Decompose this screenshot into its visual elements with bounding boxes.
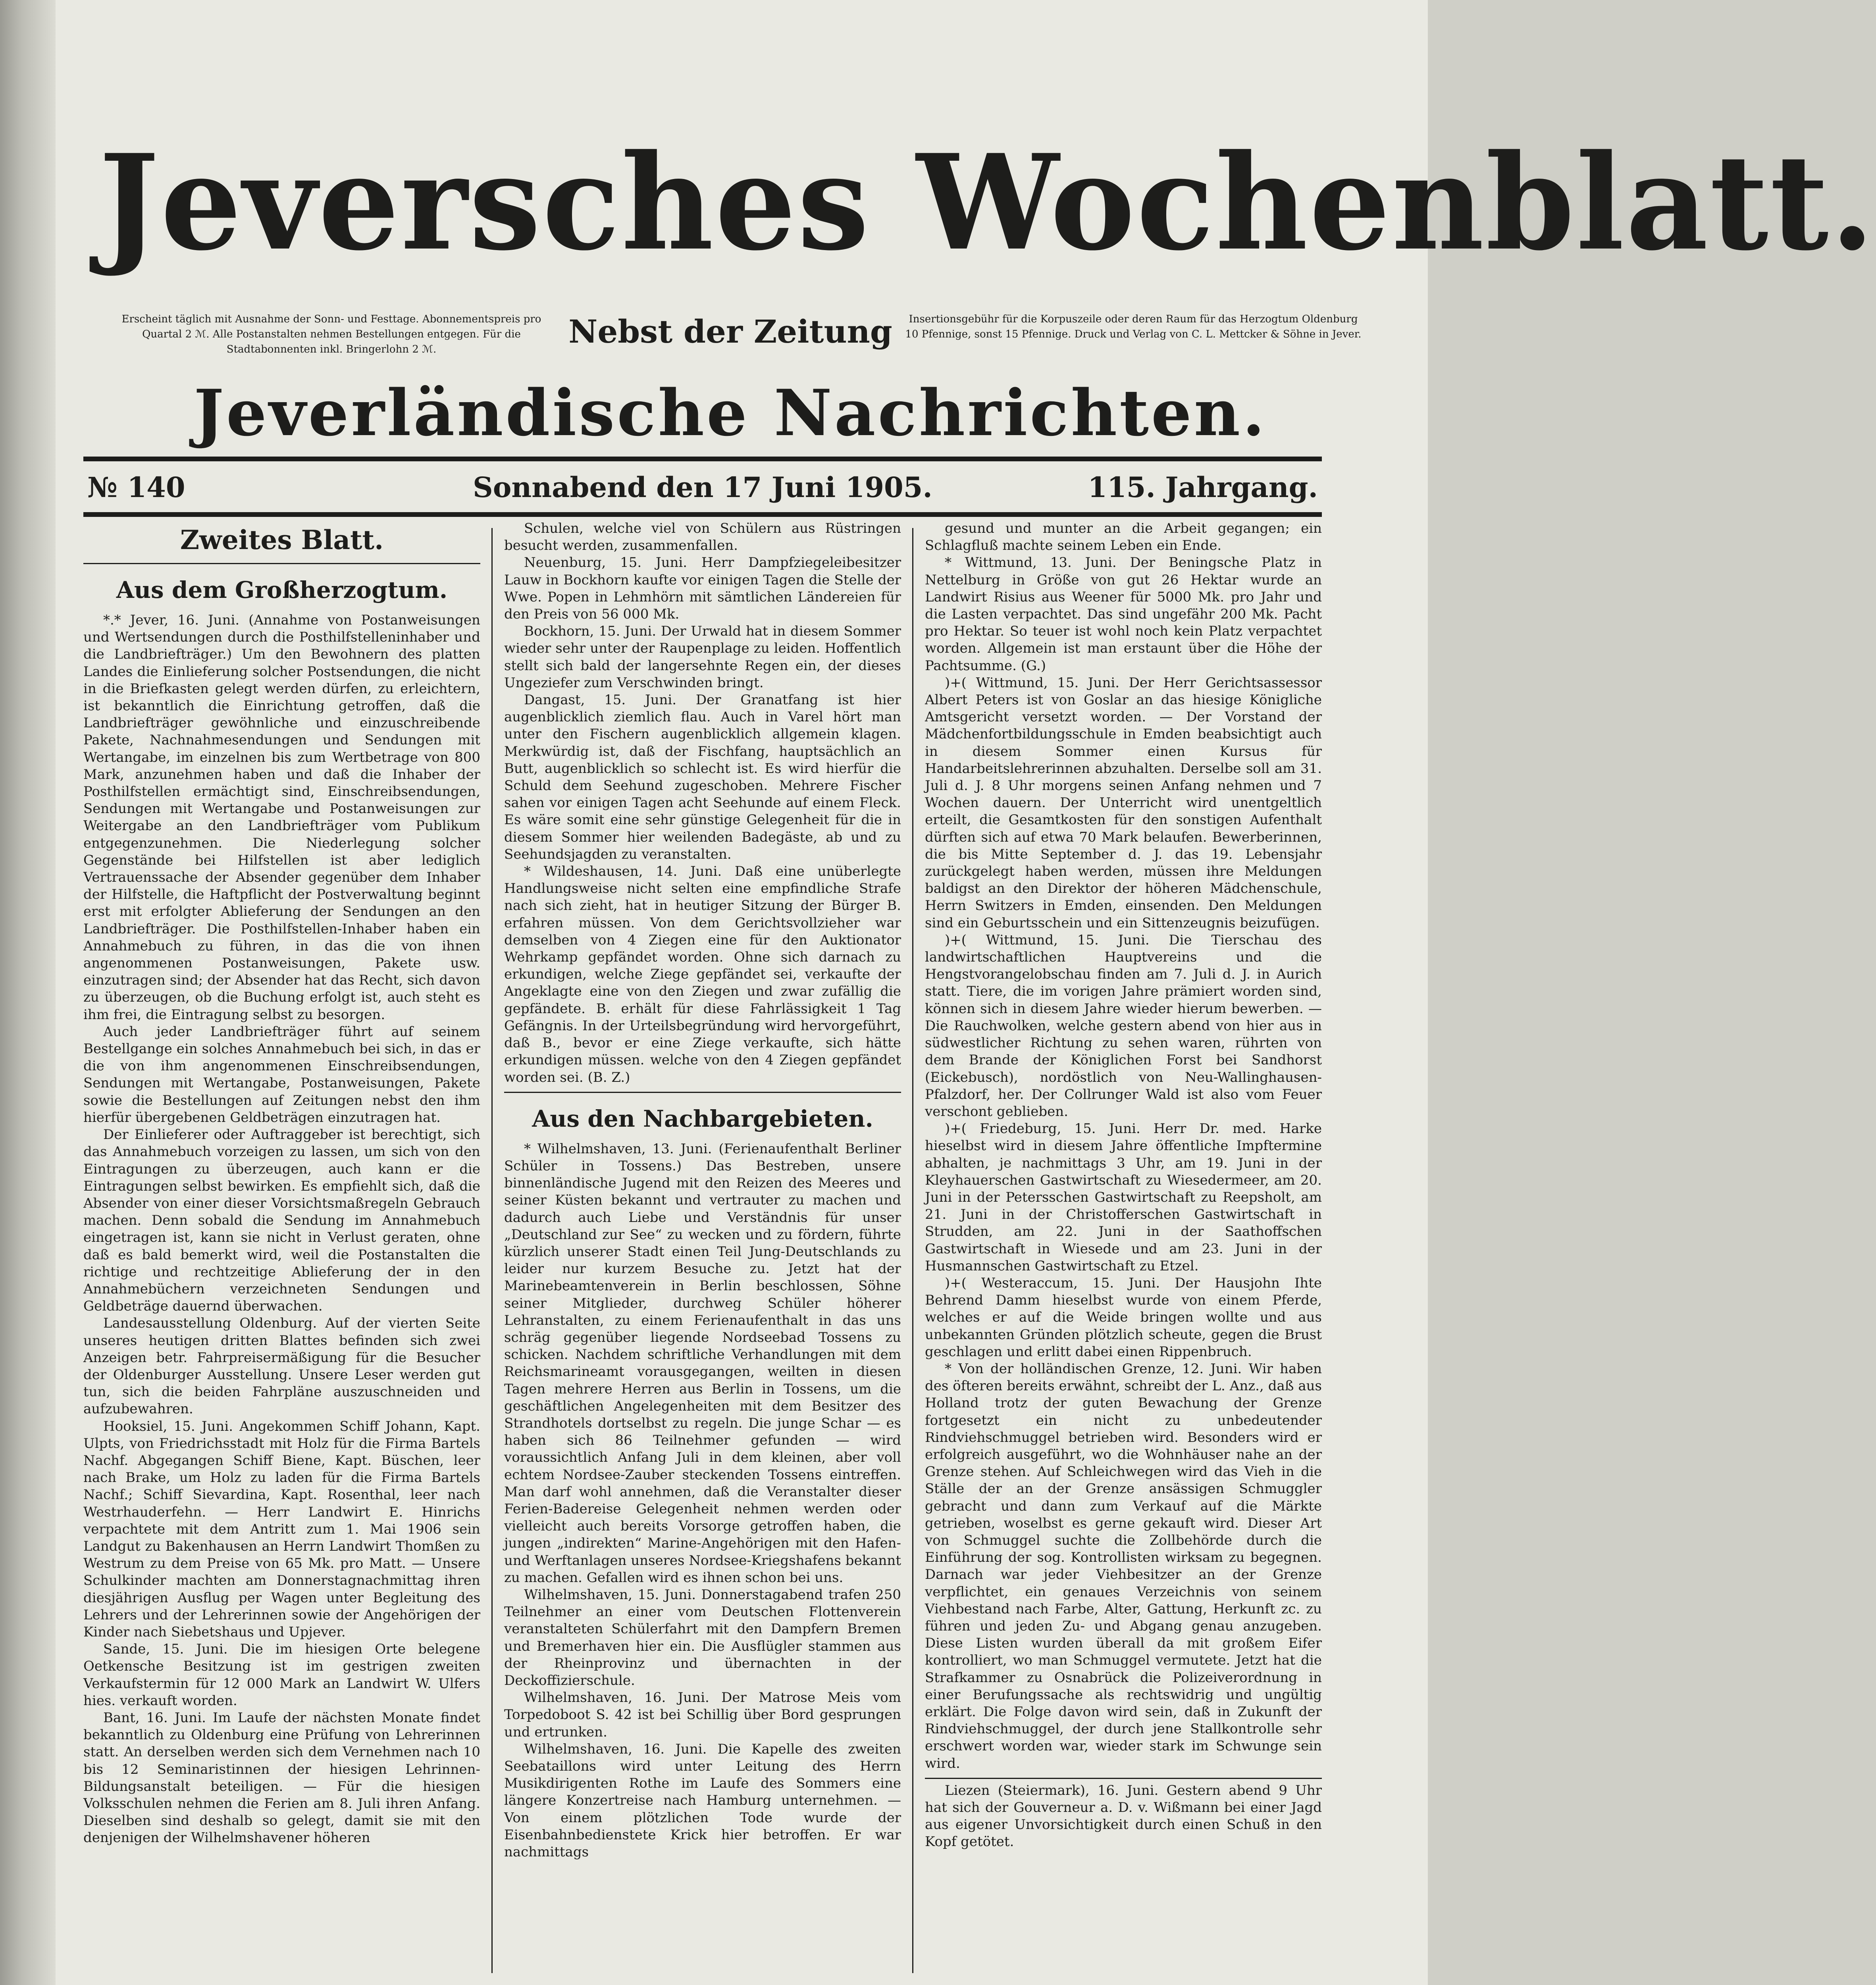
masthead-title: Jeversches Wochenblatt.: [99, 125, 1876, 279]
article: Dangast, 15. Juni. Der Granatfang ist hier augenblicklich ziemlich flau. Auch in Varel hört man unter den Fischern augenblicklich allgemein klagen. Merkwürdig ist, daß der Fischfang, hauptsächlich an Butt, augenblicklich so schlecht ist. Es wird hierfür die Schuld dem Seehund zugeschoben. Mehrere Fischer sahen vor einigen Tagen acht Seehunde auf einem Fleck. Es wäre somit eine sehr günstige Gelegenheit für die in diesem Sommer hier weilenden Badegäste, ab und zu Seehundsjagden zu veranstalten.: [504, 692, 901, 862]
divider: [504, 1092, 901, 1093]
article: Schulen, welche viel von Schülern aus Rüstringen besucht werden, zusammenfallen.: [504, 520, 901, 554]
column-rule-1: [491, 528, 493, 1973]
issue-volume: 115. Jahrgang.: [1088, 471, 1318, 504]
article-columns: [83, 520, 1322, 1985]
article: Wilhelmshaven, 16. Juni. Die Kapelle des zweiten Seebataillons wird unter Leitung des Herrn Musikdirigenten Rothe im Laufe des Sommers eine längere Konzertreise nach Hamburg unternehmen. — Von einem plötzlichen Tode wurde der Eisenbahnbedienstete Krick hier betroffen. Er war nachmittags: [504, 1741, 901, 1860]
page-binding-shadow: [0, 0, 56, 1985]
masthead-info-right: Insertionsgebühr für die Korpuszeile oder deren Raum für das Herzogtum Oldenburg 10 Pfennige, sonst 15 Pfennige. Druck und Verlag von C. L. Mettcker & Söhne in Jever.: [905, 313, 1362, 340]
article: )+( Friedeburg, 15. Juni. Herr Dr. med. Harke hieselbst wird in diesem Jahre öffentliche Impftermine abhalten, je nachmittags 3 Uhr, am 19. Juni in der Kleyhauerschen Gastwirtschaft zu Wiesedermeer, am 20. Juni in der Petersschen Gastwirtschaft zu Reepsholt, am 21. Juni in der Christofferschen Gastwirtschaft in Strudden, am 22. Juni in der Saathoffschen Gastwirtschaft in Wiesede und am 23. Juni in der Husmannschen Gastwirtschaft zu Etzel.: [925, 1121, 1322, 1274]
article: * Wittmund, 13. Juni. Der Beningsche Platz in Nettelburg in Größe von gut 26 Hektar wurde an Landwirt Risius aus Weener für 5000 Mk. pro Jahr und die Lasten verpachtet. Das sind ungefähr 200 Mk. Pacht pro Hektar. So teuer ist wohl noch kein Platz verpachtet worden. Allgemein ist man erstaunt über die Höhe der Pachtsumme. (G.): [925, 555, 1322, 674]
section-heading: Aus dem Großherzogtum.: [116, 576, 448, 603]
article: * Wildeshausen, 14. Juni. Daß eine unüberlegte Handlungsweise nicht selten eine empfindliche Strafe nach sich zieht, hat in heutiger Sitzung der Bürger B. erfahren müssen. Von dem Gerichtsvollzieher war demselben von 4 Ziegen eine für den Auktionator Wehrkamp gepfändet worden. Ohne sich darnach zu erkundigen, welche Ziege gepfändet sei, verkaufte der Angeklagte eine von den Ziegen und zwar zufällig die gepfändete. B. erhält für diese Fahrlässigkeit 1 Tag Gefängnis. In der Urteilsbegründung wird hervorgeführt, daß B., bevor er eine Ziege verkaufte, sich hätte erkundigen müssen. welche von den 4 Ziegen gepfändet worden sei. (B. Z.): [504, 863, 901, 1085]
column-1: [83, 520, 480, 1985]
section-heading: Aus den Nachbargebieten.: [532, 1105, 873, 1132]
masthead-info-left: Erscheint täglich mit Ausnahme der Sonn- und Festtage. Abonnementspreis pro Quartal 2 ℳ. Alle Postanstalten nehmen Bestellungen entgegen. Für die Stadtabonnenten inkl. Bringerlohn 2 ℳ.: [121, 313, 541, 355]
article: Der Einlieferer oder Auftraggeber ist berechtigt, sich das Annahmebuch vorzeigen zu lassen, um sich von den Eintragungen zu überzeugen, auch kann er die Eintragungen selbst bewirken. Es empfiehlt sich, daß die Absender von einer dieser Vorsichtsmaßregeln Gebrauch machen. Denn sobald die Sendung im Annahmebuch eingetragen ist, kann sie nicht in Verlust geraten, ohne daß es bald bemerkt wird, weil die Postanstalten die richtige und rechtzeitige Ablieferung der in den Annahmebüchern verzeichneten Sendungen und Geldbeträge dauernd überwachen.: [83, 1127, 480, 1314]
rule-top: [83, 457, 1322, 461]
article: gesund und munter an die Arbeit gegangen; ein Schlagfluß machte seinem Leben ein Ende.: [925, 520, 1322, 554]
article: )+( Wittmund, 15. Juni. Die Tierschau des landwirtschaftlichen Hauptvereins und die Hengstvorangelobschau finden am 7. Juli d. J. in Aurich statt. Tiere, die im vorigen Jahre prämiert worden sind, können sich in diesem Jahre wieder hierum bewerben. — Die Rauchwolken, welche gestern abend von hier aus in südwestlicher Richtung zu sehen waren, rührten von dem Brande der Königlichen Forst bei Sandhorst (Eickebusch), nordöstlich von Neu-Wallinghausen-Pfalzdorf, her. Der Collrunger Wald ist also vom Feuer verschont geblieben.: [925, 932, 1322, 1120]
article: Liezen (Steiermark), 16. Juni. Gestern abend 9 Uhr hat sich der Gouverneur a. D. v. Wißmann bei einer Jagd aus eigener Unvorsichtigkeit durch einen Schuß in den Kopf getötet.: [925, 1782, 1322, 1850]
supplement-title: Jeverländische Nachrichten.: [194, 376, 1267, 450]
article: Landesausstellung Oldenburg. Auf der vierten Seite unseres heutigen dritten Blattes befinden sich zwei Anzeigen betr. Fahrpreisermäßigung für die Besucher der Oldenburger Ausstellung. Unsere Leser werden gut tun, sich die beiden Fahrpläne auszuschneiden und aufzubewahren.: [83, 1315, 480, 1417]
article: Wilhelmshaven, 16. Juni. Der Matrose Meis vom Torpedoboot S. 42 ist bei Schillig über Bord gesprungen und ertrunken.: [504, 1690, 901, 1740]
issue-line: [83, 464, 1322, 510]
article: Bockhorn, 15. Juni. Der Urwald hat in diesem Sommer wieder sehr unter der Raupenplage zu leiden. Hoffentlich stellt sich bald der langersehnte Regen ein, der dieses Ungeziefer zum Verschwinden bringt.: [504, 623, 901, 691]
issue-number: № 140: [87, 471, 185, 504]
masthead-center: Nebst der Zeitung: [568, 313, 892, 350]
article: * Von der holländischen Grenze, 12. Juni. Wir haben des öfteren bereits erwähnt, schreibt der L. Anz., daß aus Holland trotz der guten Bewachung der Grenze fortgesetzt ein nicht zu unbedeutender Rindviehschmuggel betrieben wird. Besonders wird er erfolgreich ausgeführt, wo die Wohnhäuser nahe an der Grenze stehen. Auf Schleichwegen wird das Vieh in die Ställe der an der Grenze ansässigen Schmuggler gebracht und dann zum Verkauf auf die Märkte getrieben, woselbst es gerne gekauft wird. Dieser Art von Schmuggel suchte die Zollbehörde durch die Einführung der sog. Kontrollisten wirksam zu begegnen. Darnach war jeder Viehbesitzer an der Grenze verpflichtet, ein genaues Verzeichnis von seinem Viehbestand nach Farbe, Alter, Gattung, Herkunft zc. zu führen und jeden Zu- und Abgang genau anzugeben. Diese Listen wurden überall da mit großem Eifer kontrolliert, wo man Schmuggel vermutete. Jetzt hat die Strafkammer zu Osnabrück die Polizeiverordnung in einer Berufungssache als rechtswidrig und ungültig erklärt. Die Folge davon wird sein, daß in Zukunft der Rindviehschmuggel, der durch jene Stallkontrolle sehr erschwert worden war, wieder stark im Schwunge sein wird.: [925, 1361, 1322, 1771]
article: )+( Wittmund, 15. Juni. Der Herr Gerichtsassessor Albert Peters ist von Goslar an das hiesige Königliche Amtsgericht versetzt worden. — Der Vorstand der Mädchenfortbildungsschule in Emden beabsichtigt auch in diesem Sommer einen Kursus für Handarbeitslehrerinnen abzuhalten. Derselbe soll am 31. Juli d. J. 8 Uhr morgens seinen Anfang nehmen und 7 Wochen dauern. Der Unterricht wird unentgeltlich erteilt, die Gesamtkosten für den sonstigen Aufenthalt dürften sich auf etwa 70 Mark belaufen. Bewerberinnen, die bis Mitte September d. J. das 19. Lebensjahr zurückgelegt haben werden, müssen ihre Meldungen baldigst an den Direktor der höheren Mädchenschule, Herrn Switzers in Emden, einsenden. Den Meldungen sind ein Geburtsschein und ein Sittenzeugnis beizufügen.: [925, 675, 1322, 931]
rule-bottom: [83, 512, 1322, 517]
divider: [925, 1778, 1322, 1779]
article: Bant, 16. Juni. Im Laufe der nächsten Monate findet bekanntlich zu Oldenburg eine Prüfung von Lehrerinnen statt. An derselben werden sich dem Vernehmen nach 10 bis 12 Seminaristinnen der hiesigen Lehrinnen-Bildungsanstalt beteiligen. — Für die hiesigen Volksschulen nehmen die Ferien am 8. Juli ihren Anfang. Dieselben sind deshalb so gelegt, damit sie mit den denjenigen der Wilhelmshavener höheren: [83, 1710, 480, 1846]
page-content: [79, 0, 1876, 1985]
divider: [83, 563, 480, 564]
article: )+( Westeraccum, 15. Juni. Der Hausjohn Ihte Behrend Damm hieselbst wurde von einem Pferde, welches er auf die Weide bringen wollte und aus unbekannten Gründen plötzlich scheute, gegen die Brust geschlagen und erlitt dabei einen Rippenbruch.: [925, 1275, 1322, 1360]
article: Sande, 15. Juni. Die im hiesigen Orte belegene Oetkensche Besitzung ist im gestrigen zweiten Verkaufstermin für 12 000 Mark an Landwirt W. Ulfers hies. verkauft worden.: [83, 1641, 480, 1709]
article: Hooksiel, 15. Juni. Angekommen Schiff Johann, Kapt. Ulpts, von Friedrichsstadt mit Holz für die Firma Bartels Nachf. Abgegangen Schiff Biene, Kapt. Büschen, leer nach Brake, um Holz zu laden für die Firma Bartels Nachf.; Schiff Sievardina, Kapt. Rosenthal, leer nach Westrhauderfehn. — Herr Landwirt E. Hinrichs verpachtete mit dem Antritt zum 1. Mai 1906 sein Landgut zu Bakenhausen an Herrn Landwirt Thomßen zu Westrum zu dem Preise von 65 Mk. pro Matt. — Unsere Schulkinder machten am Donnerstagnachmittag ihren diesjährigen Ausflug per Wagen unter Begleitung des Lehrers und der Lehrerinnen sowie der Angehörigen der Kinder nach Siebetshaus und Upjever.: [83, 1418, 480, 1640]
article: * Wilhelmshaven, 13. Juni. (Ferienaufenthalt Berliner Schüler in Tossens.) Das Bestreben, unsere binnenländische Jugend mit den Reizen des Meeres und seiner Küsten bekannt und vertrauter zu machen und dadurch auch Liebe und Verständnis für unser „Deutschland zur See“ zu wecken und zu fördern, führte kürzlich unserer Stadt einen Teil Jung-Deutschlands zu leider nur kurzem Besuche zu. Jetzt hat der Marinebeamtenverein in Berlin beschlossen, Söhne seiner Mitglieder, durchweg Schüler höherer Lehranstalten, zu einem Ferienaufenthalt in das uns schräg gegenüber liegende Nordseebad Tossens zu schicken. Nachdem schriftliche Verhandlungen mit dem Reichsmarineamt vorausgegangen, weilten in diesen Tagen mehrere Herren aus Berlin in Tossens, um die geschäftlichen Angelegenheiten mit dem Besitzer des Strandhotels dortselbst zu regeln. Die junge Schar — es haben sich 86 Teilnehmer gefunden — wird voraussichtlich Anfang Juli in dem kleinen, aber voll echtem Nordsee-Zauber steckenden Tossens eintreffen. Man darf wohl annehmen, daß die Veranstalter dieser Ferien-Badereise Gelegenheit nehmen werden oder vielleicht auch bereits Vorsorge getroffen haben, die jungen „indirekten“ Marine-Angehörigen mit den Hafen- und Werftanlagen unseres Nordsee-Kriegshafens bekannt zu machen. Gefallen wird es ihnen schon bei uns.: [504, 1141, 901, 1586]
column-3: [925, 520, 1322, 1985]
issue-date: Sonnabend den 17 Juni 1905.: [473, 471, 932, 504]
article: *.* Jever, 16. Juni. (Annahme von Postanweisungen und Wertsendungen durch die Posthilfstelleninhaber und die Landbriefträger.) Um den Bewohnern des platten Landes die Einlieferung solcher Postsendungen, die nicht in die Briefkasten gelegt werden dürfen, zu erleichtern, ist bekanntlich die Einrichtung getroffen, daß die Landbriefträger gewöhnliche und einzuschreibende Pakete, Nachnahmesendungen und Sendungen mit Wertangabe, im einzelnen bis zum Wertbetrage von 800 Mark, anzunehmen haben und daß die Inhaber der Posthilfstellen ermächtigt sind, Einschreibsendungen, Sendungen mit Wertangabe und Postanweisungen zur Weitergabe an den Landbriefträger vom Publikum entgegenzunehmen. Die Niederlegung solcher Gegenstände bei Hilfstellen ist aber lediglich Vertrauenssache der Absender gegenüber dem Inhaber der Hilfstelle, die Haftpflicht der Postverwaltung beginnt erst mit erfolgter Ablieferung der Sendungen an den Landbriefträger. Die Posthilfstellen-Inhaber haben ein Annahmebuch zu führen, in das die von ihnen angenommenen Postanweisungen, Pakete usw. einzutragen sind; der Absender hat das Recht, sich davon zu überzeugen, ob die Buchung erfolgt ist, auch steht es ihm frei, die Eintragung selbst zu besorgen.: [83, 612, 480, 1023]
column-rule-2: [912, 528, 913, 1973]
sheet-label: Zweites Blatt.: [180, 524, 384, 555]
article: Auch jeder Landbriefträger führt auf seinem Bestellgange ein solches Annahmebuch bei sich, in das er die von ihm angenommenen Einschreibsendungen, Sendungen mit Wertangabe, Postanweisungen, Pakete sowie die Bestellungen auf Zeitungen nebst den ihm hierfür übergebenen Geldbeträgen einzutragen hat.: [83, 1023, 480, 1125]
article: Neuenburg, 15. Juni. Herr Dampfziegeleibesitzer Lauw in Bockhorn kaufte vor einigen Tagen die Stelle der Wwe. Popen in Lehmhörn mit sämtlichen Ländereien für den Preis von 56 000 Mk.: [504, 555, 901, 622]
article: Wilhelmshaven, 15. Juni. Donnerstagabend trafen 250 Teilnehmer an einer vom Deutschen Flottenverein veranstalteten Schülerfahrt mit den Dampfern Bremen und Bremerhaven hier ein. Die Ausflügler stammen aus der Rheinprovinz und übernachten in der Deckoffizierschule.: [504, 1586, 901, 1688]
column-2: [504, 520, 901, 1985]
